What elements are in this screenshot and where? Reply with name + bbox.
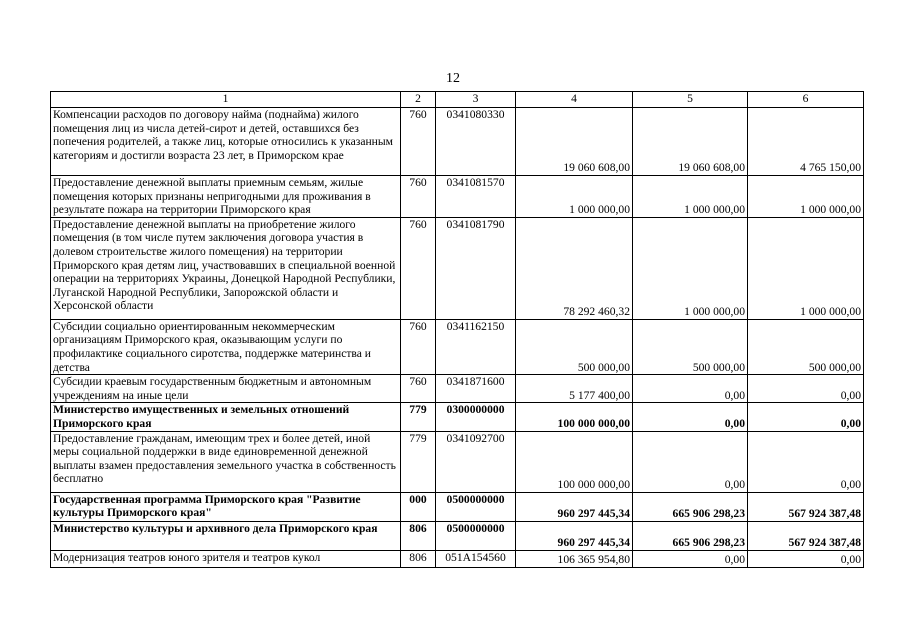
row-amount-col4: 106 365 954,80 — [516, 550, 633, 567]
row-csr-code: 0341092700 — [436, 431, 516, 492]
row-amount-col6: 500 000,00 — [748, 319, 864, 374]
row-csr-code: 0341081570 — [436, 176, 516, 218]
table-row — [51, 403, 864, 431]
row-grbs-code: 806 — [401, 521, 436, 550]
table-row — [51, 319, 864, 374]
row-name: Субсидии краевым государственным бюджетным и автономным учреждениям на иные цели — [51, 375, 401, 403]
row-grbs-code: 760 — [401, 319, 436, 374]
row-grbs-code: 000 — [401, 492, 436, 521]
row-amount-col5: 0,00 — [633, 431, 748, 492]
page-number: 12 — [446, 71, 460, 86]
row-grbs-code: 806 — [401, 550, 436, 567]
row-csr-code: 051A154560 — [436, 550, 516, 567]
table-row — [51, 217, 864, 319]
row-amount-col5: 665 906 298,23 — [633, 521, 748, 550]
row-name: Государственная программа Приморского края "Развитие культуры Приморского края" — [51, 492, 401, 521]
row-amount-col6: 0,00 — [748, 375, 864, 403]
row-name: Предоставление денежной выплаты приемным семьям, жилые помещения которых признаны непригодными для проживания в результате пожара на территории Приморского края — [51, 176, 401, 218]
table-row — [51, 550, 864, 567]
row-name: Субсидии социально ориентированным некоммерческим организациям Приморского края, оказывающим услуги по профилактике социального сиротства, поддержке материнства и детства — [51, 319, 401, 374]
column-header: 4 — [516, 92, 633, 108]
column-header: 2 — [401, 92, 436, 108]
row-amount-col6: 567 924 387,48 — [748, 492, 864, 521]
row-name: Предоставление гражданам, имеющим трех и более детей, иной меры социальной поддержки в виде единовременной денежной выплаты взамен предоставления земельного участка в собственность бесплатно — [51, 431, 401, 492]
table-row — [51, 521, 864, 550]
row-csr-code: 0500000000 — [436, 521, 516, 550]
row-amount-col4: 960 297 445,34 — [516, 492, 633, 521]
row-name: Министерство имущественных и земельных отношений Приморского края — [51, 403, 401, 431]
row-csr-code: 0300000000 — [436, 403, 516, 431]
row-amount-col5: 500 000,00 — [633, 319, 748, 374]
row-grbs-code: 760 — [401, 176, 436, 218]
row-grbs-code: 760 — [401, 108, 436, 176]
table-row — [51, 375, 864, 403]
row-amount-col4: 78 292 460,32 — [516, 217, 633, 319]
row-csr-code: 0341081790 — [436, 217, 516, 319]
budget-table — [50, 91, 864, 568]
column-header: 1 — [51, 92, 401, 108]
row-amount-col4: 500 000,00 — [516, 319, 633, 374]
table-row — [51, 108, 864, 176]
row-amount-col6: 1 000 000,00 — [748, 176, 864, 218]
row-name: Компенсации расходов по договору найма (поднайма) жилого помещения лиц из числа детей-сирот и детей, оставшихся без попечения родителей, а также лиц, которые относились к указанным категориям и достигли возраста 23 лет, в Приморском крае — [51, 108, 401, 176]
row-grbs-code: 760 — [401, 375, 436, 403]
row-amount-col6: 0,00 — [748, 403, 864, 431]
row-grbs-code: 779 — [401, 403, 436, 431]
row-amount-col5: 0,00 — [633, 550, 748, 567]
row-amount-col4: 19 060 608,00 — [516, 108, 633, 176]
row-amount-col6: 0,00 — [748, 431, 864, 492]
row-amount-col5: 19 060 608,00 — [633, 108, 748, 176]
row-amount-col4: 100 000 000,00 — [516, 431, 633, 492]
table-row — [51, 176, 864, 218]
table-row — [51, 431, 864, 492]
row-amount-col5: 665 906 298,23 — [633, 492, 748, 521]
table-header-row — [51, 92, 864, 108]
row-csr-code: 0341871600 — [436, 375, 516, 403]
row-grbs-code: 760 — [401, 217, 436, 319]
row-amount-col5: 0,00 — [633, 403, 748, 431]
row-amount-col6: 567 924 387,48 — [748, 521, 864, 550]
row-csr-code: 0500000000 — [436, 492, 516, 521]
column-header: 3 — [436, 92, 516, 108]
row-csr-code: 0341080330 — [436, 108, 516, 176]
column-header: 5 — [633, 92, 748, 108]
table-row — [51, 492, 864, 521]
column-header: 6 — [748, 92, 864, 108]
row-amount-col4: 960 297 445,34 — [516, 521, 633, 550]
row-amount-col6: 1 000 000,00 — [748, 217, 864, 319]
row-amount-col6: 4 765 150,00 — [748, 108, 864, 176]
row-amount-col4: 100 000 000,00 — [516, 403, 633, 431]
row-amount-col6: 0,00 — [748, 550, 864, 567]
row-name: Министерство культуры и архивного дела Приморского края — [51, 521, 401, 550]
row-name: Предоставление денежной выплаты на приобретение жилого помещения (в том числе путем заключения договора участия в долевом строительстве жилого помещения) на территории Приморского края детям лиц, участвовавших в специальной военной операции на территориях Украины, Донецкой Народной Республики, Луганской Народной Республики, Запорожской области и Херсонской области — [51, 217, 401, 319]
row-amount-col5: 1 000 000,00 — [633, 217, 748, 319]
row-csr-code: 0341162150 — [436, 319, 516, 374]
row-grbs-code: 779 — [401, 431, 436, 492]
row-amount-col5: 1 000 000,00 — [633, 176, 748, 218]
row-amount-col4: 5 177 400,00 — [516, 375, 633, 403]
row-name: Модернизация театров юного зрителя и театров кукол — [51, 550, 401, 567]
row-amount-col5: 0,00 — [633, 375, 748, 403]
row-amount-col4: 1 000 000,00 — [516, 176, 633, 218]
